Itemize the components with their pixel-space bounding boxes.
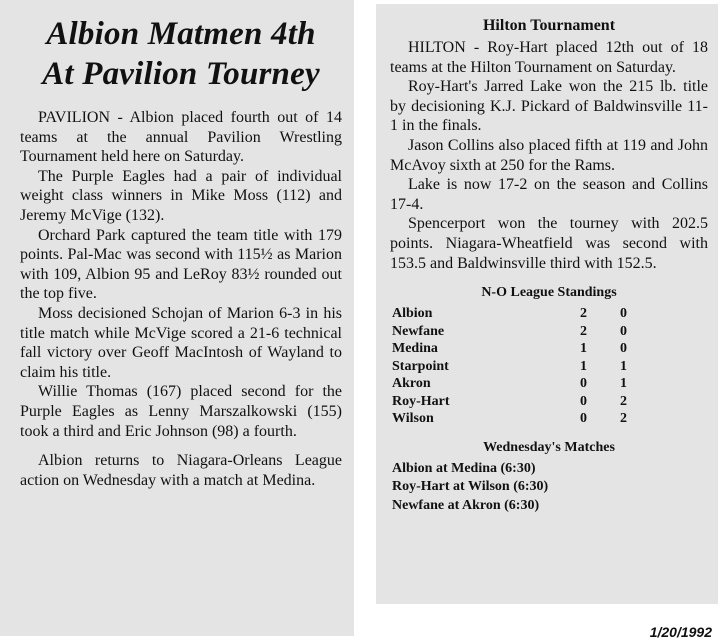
headline [20, 14, 342, 94]
wins: 0 [580, 411, 587, 427]
wins: 1 [580, 358, 587, 374]
right-clipping [376, 4, 718, 604]
losses: 2 [620, 411, 627, 427]
paragraph: Willie Thomas (167) placed second for the Purple Eagles as Lenny Marszalkowski (155) took a third and Eric Johnson (98) a fourth. [20, 383, 342, 440]
table-row [392, 323, 660, 341]
match-item: Newfane at Akron (6:30) [392, 497, 540, 513]
table-row [392, 375, 660, 393]
left-clipping [0, 0, 354, 636]
section-subhead: Hilton Tournament [482, 17, 616, 34]
paragraph: PAVILION - Albion placed fourth out of 14 teams at the annual Pavilion Wrestling Tournament held here on Saturday. [20, 109, 342, 166]
table-row [392, 340, 660, 358]
table-row [392, 358, 660, 376]
table-row [392, 410, 660, 428]
team-name: Roy-Hart [392, 393, 450, 409]
headline-line-1: Albion Matmen 4th [46, 16, 316, 52]
headline-line-2: At Pavilion Tourney [42, 56, 320, 92]
standings-title: N-O League Standings [481, 285, 617, 301]
matches-title: Wednesday's Matches [483, 439, 615, 455]
wins: 2 [580, 323, 587, 339]
team-name: Akron [392, 376, 431, 392]
paragraph: The Purple Eagles had a pair of individual weight class winners in Mike Moss (112) and Jeremy McVige (132). [20, 167, 342, 224]
losses: 0 [620, 306, 627, 322]
paragraph: Spencerport won the tourney with 202.5 points. Niagara-Wheatfield was second with 153.5 and Baldwinsville third with 152.5. [390, 215, 708, 272]
paragraph: Albion returns to Niagara-Orleans League action on Wednesday with a match at Medina. [20, 452, 342, 489]
team-name: Newfane [392, 323, 445, 339]
date-stamp: 1/20/1992 [649, 624, 712, 640]
losses: 0 [620, 323, 627, 339]
table-row [392, 305, 660, 323]
paragraph: Moss decisioned Schojan of Marion 6-3 in his title match while McVige scored a 21-6 technical fall victory over Geoff MacIntosh of Wayland to claim his title. [20, 304, 342, 381]
table-row [392, 393, 660, 411]
wins: 2 [580, 306, 587, 322]
paragraph: Roy-Hart's Jarred Lake won the 215 lb. title by decisioning K.J. Pickard of Baldwinsville 11-1 in the finals. [390, 78, 708, 135]
wins: 1 [580, 341, 587, 357]
team-name: Starpoint [392, 358, 449, 374]
paragraph: Jason Collins also placed fifth at 119 and John McAvoy sixth at 250 for the Rams. [390, 136, 708, 174]
team-name: Wilson [392, 411, 434, 427]
paragraph: HILTON - Roy-Hart placed 12th out of 18 teams at the Hilton Tournament on Saturday. [390, 39, 708, 76]
match-item: Roy-Hart at Wilson (6:30) [392, 479, 549, 495]
losses: 0 [620, 341, 627, 357]
team-name: Medina [392, 341, 438, 357]
losses: 1 [620, 358, 627, 374]
paragraph: Orchard Park captured the team title with 179 points. Pal-Mac was second with 115½ as Marion with 109, Albion 95 and LeRoy 83½ rounded out the top five. [20, 226, 342, 303]
match-item: Albion at Medina (6:30) [392, 460, 536, 476]
team-name: Albion [392, 306, 433, 322]
wins: 0 [580, 393, 587, 409]
losses: 2 [620, 393, 627, 409]
paragraph: Lake is now 17-2 on the season and Collins 17-4. [390, 176, 708, 213]
losses: 1 [620, 376, 627, 392]
wins: 0 [580, 376, 587, 392]
standings-table [392, 305, 660, 428]
